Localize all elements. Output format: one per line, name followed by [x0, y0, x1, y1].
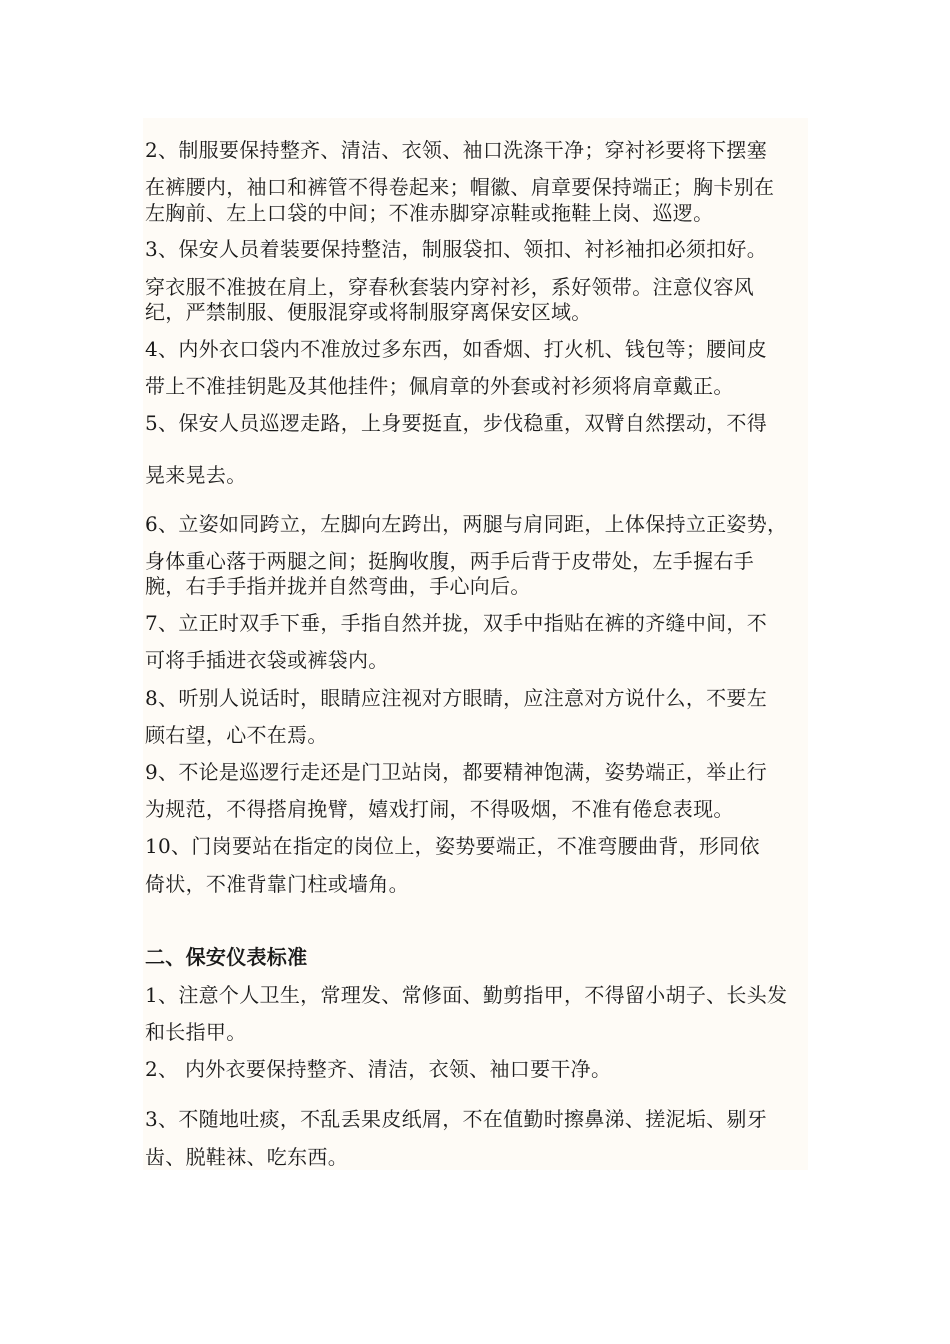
text-line: 身体重心落于两腿之间；挺胸收腹，两手后背于皮带处，左手握右手 — [145, 549, 754, 573]
text-line: 1、注意个人卫生，常理发、常修面、勤剪指甲，不得留小胡子、长头发 — [145, 983, 788, 1007]
text-line: 10、门岗要站在指定的岗位上，姿势要端正，不准弯腰曲背，形同依 — [145, 834, 760, 858]
text-line: 2、制服要保持整齐、清洁、衣领、袖口洗涤干净；穿衬衫要将下摆塞 — [145, 138, 768, 162]
text-line: 腕，右手手指并拢并自然弯曲，手心向后。 — [145, 574, 531, 598]
text-line: 5、保安人员巡逻走路，上身要挺直，步伐稳重，双臂自然摆动，不得 — [145, 411, 768, 435]
text-line: 9、不论是巡逻行走还是门卫站岗，都要精神饱满，姿势端正，举止行 — [145, 760, 768, 784]
text-line: 3、不随地吐痰，不乱丢果皮纸屑，不在值勤时擦鼻涕、搓泥垢、剔牙 — [145, 1107, 768, 1131]
text-line: 齿、脱鞋袜、吃东西。 — [145, 1145, 348, 1169]
text-line: 和长指甲。 — [145, 1020, 247, 1044]
text-line: 纪，严禁制服、便服混穿或将制服穿离保安区域。 — [145, 300, 592, 324]
text-line: 6、立姿如同跨立，左脚向左跨出，两腿与肩同距，上体保持立正姿势， — [145, 512, 788, 536]
text-line: 顾右望，心不在焉。 — [145, 723, 328, 747]
text-line: 可将手插进衣袋或裤袋内。 — [145, 648, 389, 672]
text-line: 7、立正时双手下垂，手指自然并拢，双手中指贴在裤的齐缝中间，不 — [145, 611, 768, 635]
section-heading: 二、保安仪表标准 — [145, 945, 308, 969]
text-line: 左胸前、左上口袋的中间；不准赤脚穿凉鞋或拖鞋上岗、巡逻。 — [145, 201, 714, 225]
text-line: 穿衣服不准披在肩上，穿春秋套装内穿衬衫，系好领带。注意仪容风 — [145, 275, 754, 299]
text-line: 4、内外衣口袋内不准放过多东西，如香烟、打火机、钱包等；腰间皮 — [145, 337, 768, 361]
text-line: 晃来晃去。 — [145, 463, 247, 487]
text-line: 3、保安人员着装要保持整洁，制服袋扣、领扣、衬衫袖扣必须扣好。 — [145, 237, 768, 261]
text-line: 2、 内外衣要保持整齐、清洁，衣领、袖口要干净。 — [145, 1057, 612, 1081]
text-line: 倚状，不准背靠门柱或墙角。 — [145, 872, 409, 896]
text-line: 为规范，不得搭肩挽臂，嬉戏打闹，不得吸烟，不准有倦怠表现。 — [145, 797, 734, 821]
text-line: 在裤腰内，袖口和裤管不得卷起来；帽徽、肩章要保持端正；胸卡别在 — [145, 175, 775, 199]
text-line: 8、听别人说话时，眼睛应注视对方眼睛，应注意对方说什么，不要左 — [145, 686, 768, 710]
text-line: 带上不准挂钥匙及其他挂件；佩肩章的外套或衬衫须将肩章戴正。 — [145, 374, 734, 398]
